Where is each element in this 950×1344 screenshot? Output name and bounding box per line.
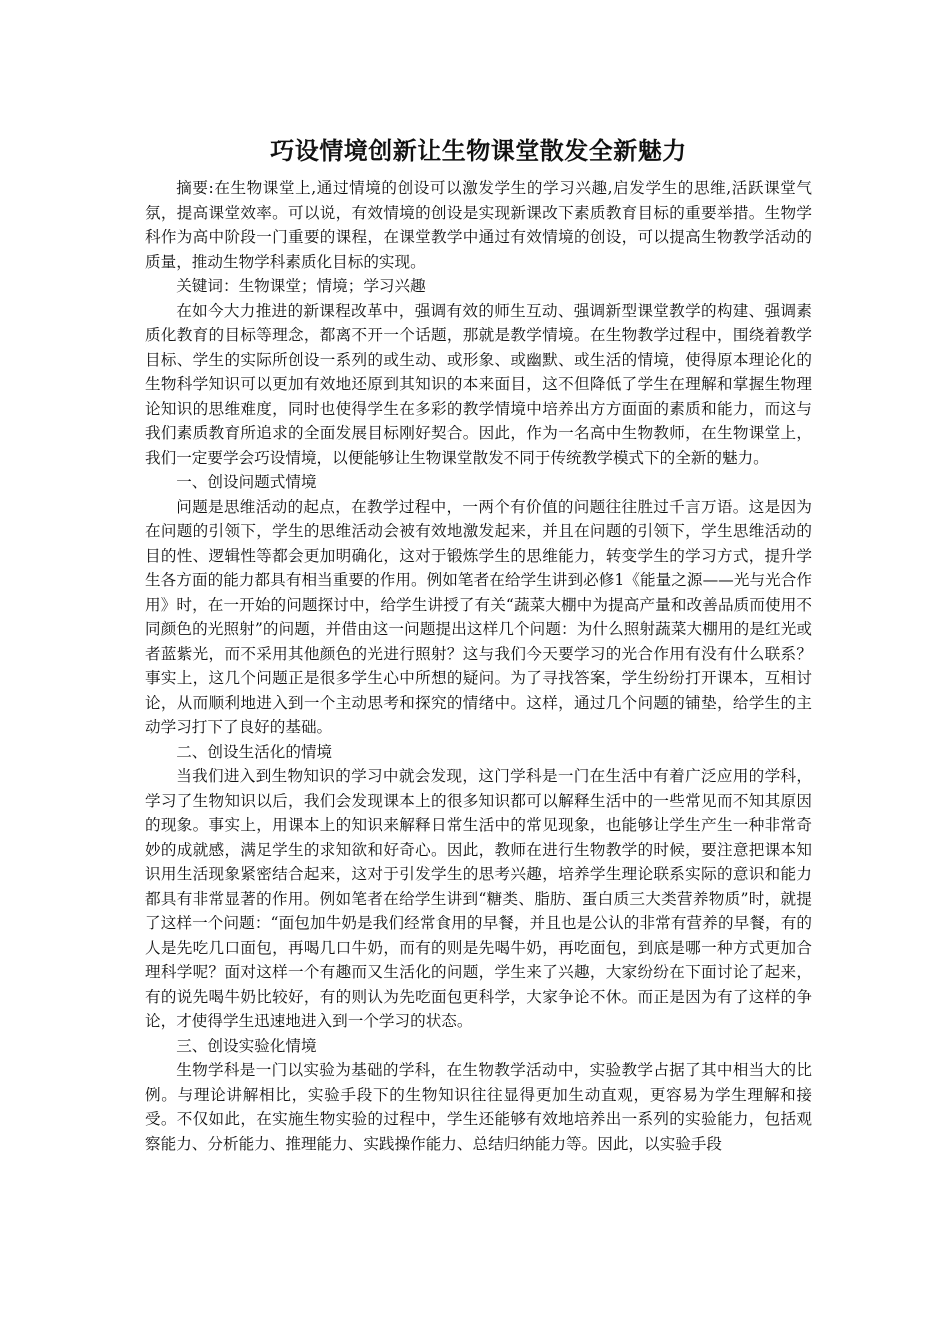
- section-2-heading: 二、创设生活化的情境: [176, 742, 333, 761]
- intro-paragraph: 在如今大力推进的新课程改革中，强调有效的师生互动、强调新型课堂教学的构建、强调素质化教育的目标等理念，都离不开一个话题，那就是教学情境。在生物教学过程中，围绕着教学目标、学生的实际所创设一系列的或生动、或形象、或幽默、或生活的情境，使得原本理论化的生物科学知识可以更加有效地还原到其知识的本来面目，这不但降低了学生在理解和掌握生物理论知识的思维难度，同时也使得学生在多彩的教学情境中培养出方方面面的素质和能力，而这与我们素质教育所追求的全面发展目标刚好契合。因此，作为一名高中生物教师，在生物课堂上，我们一定要学会巧设情境，以便能够让生物课堂散发不同于传统教学模式下的全新的魅力。: [145, 301, 812, 467]
- section-2-body: 当我们进入到生物知识的学习中就会发现，这门学科是一门在生活中有着广泛应用的学科，学习了生物知识以后，我们会发现课本上的很多知识都可以解释生活中的一些常见而不知其原因的现象。事实上，用课本上的知识来解释日常生活中的常见现象，也能够让学生产生一种非常奇妙的成就感，满足学生的求知欲和好奇心。因此，教师在进行生物教学的时候，要注意把课本知识用生活现象紧密结合起来，这对于引发学生的思考兴趣，培养学生理论联系实际的意识和能力都具有非常显著的作用。例如笔者在给学生讲到“糖类、脂肪、蛋白质三大类营养物质”时，就提了这样一个问题：“面包加牛奶是我们经常食用的早餐，并且也是公认的非常有营养的早餐，有的人是先吃几口面包，再喝几口牛奶，而有的则是先喝牛奶，再吃面包，到底是哪一种方式更加合理科学呢？面对这样一个有趣而又生活化的问题，学生来了兴趣，大家纷纷在下面讨论了起来，有的说先喝牛奶比较好，有的则认为先吃面包更科学，大家争论不休。而正是因为有了这样的争论，才使得学生迅速地进入到一个学习的状态。: [145, 767, 812, 1030]
- abstract-paragraph: 摘要:在生物课堂上,通过情境的创设可以激发学生的学习兴趣,启发学生的思维,活跃课堂气氛，提高课堂效率。可以说，有效情境的创设是实现新课改下素质教育目标的重要举措。生物学科作为高中阶段一门重要的课程，在课堂教学中通过有效情境的创设，可以提高生物教学活动的质量，推动生物学科素质化目标的实现。: [145, 179, 812, 271]
- document-title: 巧设情境创新让生物课堂散发全新魅力: [270, 136, 687, 165]
- section-1-heading: 一、创设问题式情境: [176, 473, 317, 491]
- section-3-body: 生物学科是一门以实验为基础的学科，在生物教学活动中，实验教学占据了其中相当大的比例。与理论讲解相比，实验手段下的生物知识往往显得更加生动直观，更容易为学生理解和接受。不仅如此，在实施生物实验的过程中，学生还能够有效地培养出一系列的实验能力，包括观察能力、分析能力、推理能力、实践操作能力、总结归纳能力等。因此，以实验手段: [145, 1061, 812, 1153]
- section-3-heading: 三、创设实验化情境: [176, 1036, 317, 1055]
- document-page: [145, 136, 812, 1156]
- section-1-body: 问题是思维活动的起点，在教学过程中，一两个有价值的问题往往胜过千言万语。这是因为在问题的引领下，学生的思维活动会被有效地激发起来，并且在问题的引领下，学生思维活动的目的性、逻辑性等都会更加明确化，这对于锻炼学生的思维能力，转变学生的学习方式，提升学生各方面的能力都具有相当重要的作用。例如笔者在给学生讲到必修1《能量之源——光与光合作用》时，在一开始的问题探讨中，给学生讲授了有关“蔬菜大棚中为提高产量和改善品质而使用不同颜色的光照射”的问题，并借由这一问题提出这样几个问题：为什么照射蔬菜大棚用的是红光或者蓝紫光，而不采用其他颜色的光进行照射？这与我们今天要学习的光合作用有没有什么联系？事实上，这几个问题正是很多学生心中所想的疑问。为了寻找答案，学生纷纷打开课本，互相讨论，从而顺利地进入到一个主动思考和探究的情绪中。这样，通过几个问题的铺垫，给学生的主动学习打下了良好的基础。: [145, 497, 812, 736]
- keywords-line: 关键词：生物课堂；情境；学习兴趣: [176, 277, 426, 295]
